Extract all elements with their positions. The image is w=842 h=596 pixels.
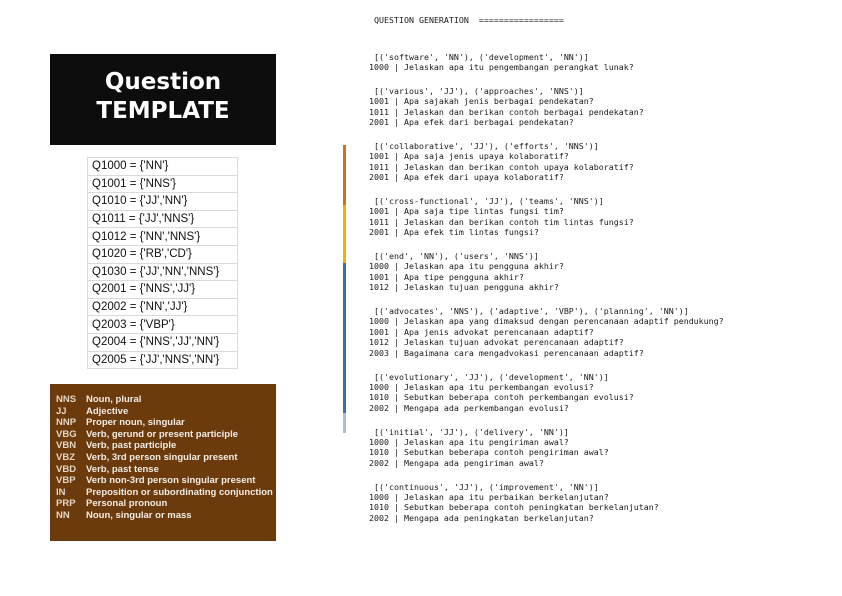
pos-code: NNS	[56, 394, 77, 405]
legend-row	[56, 392, 276, 404]
generated-question: 2003 | Bagaimana cara mengadvokasi perencanaan adaptif?	[369, 347, 644, 358]
keyword-pair-header: [('various', 'JJ'), ('approaches', 'NNS')]	[374, 86, 584, 96]
pos-code: VBP	[56, 475, 76, 487]
generated-question: 2002 | Mengapa ada perkembangan evolusi?	[369, 402, 569, 413]
generated-question: 2002 | Mengapa ada peningkatan berkelanjutan?	[369, 512, 594, 523]
generation-heading: QUESTION GENERATION =================	[374, 15, 564, 25]
pos-description: Preposition or subordinating conjunction	[86, 486, 273, 498]
accent-bar-blue	[343, 263, 346, 413]
pos-code: VBD	[56, 463, 77, 475]
template-row	[88, 210, 238, 228]
template-cell: Q2005 = {'JJ','NNS','NN'}	[88, 351, 238, 369]
template-cell: Q2001 = {'NNS','JJ'}	[88, 281, 238, 299]
pos-code: VBN	[56, 440, 77, 452]
generated-question: 1000 | Jelaskan apa yang dimaksud dengan perencanaan adaptif pendukung?	[369, 316, 724, 326]
keyword-pair-header: [('evolutionary', 'JJ'), ('development', 'NN')]	[374, 371, 609, 382]
generated-question: 1001 | Apa saja tipe lintas fungsi tim?	[369, 206, 564, 216]
template-row	[88, 316, 238, 334]
template-row	[88, 175, 238, 193]
template-row	[88, 245, 238, 263]
question-template-title	[50, 54, 276, 145]
accent-bar-yellow	[343, 205, 346, 263]
accent-bar-lightblue	[343, 413, 346, 433]
generation-block	[369, 52, 724, 73]
pos-description: Verb, past tense	[86, 463, 159, 475]
template-row	[88, 263, 238, 281]
generated-question: 1001 | Apa jenis advokat perencanaan adaptif?	[369, 326, 594, 337]
keyword-pair-header: [('collaborative', 'JJ'), ('efforts', 'NNS')]	[374, 141, 599, 151]
template-cell: Q1012 = {'NN','NNS'}	[88, 228, 238, 246]
pos-description: Noun, plural	[86, 394, 142, 405]
generated-question: 2001 | Apa efek dari upaya kolaboratif?	[369, 172, 564, 182]
pos-description: Personal pronoun	[86, 498, 168, 510]
title-line-2: TEMPLATE	[96, 98, 230, 124]
pos-tag-legend	[50, 384, 276, 541]
generation-block	[369, 372, 724, 414]
generated-question: 1011 | Jelaskan dan berikan contoh berbagai pendekatan?	[369, 106, 644, 117]
generated-question: 1010 | Sebutkan beberapa contoh perkembangan evolusi?	[369, 392, 634, 402]
generation-block	[369, 482, 724, 524]
legend-row	[56, 415, 276, 427]
template-cell: Q1030 = {'JJ','NN','NNS'}	[88, 263, 238, 281]
template-cell: Q1020 = {'RB','CD'}	[88, 245, 238, 263]
pos-description: Verb, past participle	[86, 440, 177, 452]
template-cell: Q2002 = {'NN','JJ'}	[88, 298, 238, 316]
pos-code: VBG	[56, 428, 77, 440]
generated-question: 1000 | Jelaskan apa itu pengembangan perangkat lunak?	[369, 62, 634, 72]
pos-description: Verb, 3rd person singular present	[86, 451, 238, 463]
legend-row	[56, 473, 276, 485]
generation-block	[369, 251, 724, 293]
template-row	[88, 158, 238, 176]
pos-description: Proper noun, singular	[86, 417, 185, 429]
template-row	[88, 193, 238, 211]
generated-question: 1011 | Jelaskan dan berikan contoh upaya kolaboratif?	[369, 161, 634, 172]
template-table	[87, 157, 238, 369]
legend-row	[56, 404, 276, 416]
generation-block	[369, 141, 724, 183]
generated-question: 1010 | Sebutkan beberapa contoh pengiriman awal?	[369, 447, 609, 457]
generated-question: 1001 | Apa tipe pengguna akhir?	[369, 271, 524, 282]
pos-description: Noun, singular or mass	[86, 509, 192, 521]
keyword-pair-header: [('cross-functional', 'JJ'), ('teams', 'NNS')]	[374, 196, 604, 206]
pos-code: NNP	[56, 417, 77, 429]
pos-code: JJ	[56, 405, 67, 417]
keyword-pair-header: [('software', 'NN'), ('development', 'NN')]	[374, 52, 589, 62]
generation-output	[369, 52, 724, 537]
legend-row	[56, 508, 276, 520]
generated-question: 1012 | Jelaskan tujuan pengguna akhir?	[369, 282, 559, 292]
generated-question: 1000 | Jelaskan apa itu perkembangan evolusi?	[369, 381, 594, 392]
generated-question: 1000 | Jelaskan apa itu perbaikan berkelanjutan?	[369, 491, 609, 502]
generated-question: 1012 | Jelaskan tujuan advokat perencanaan adaptif?	[369, 337, 624, 347]
generation-block	[369, 427, 724, 469]
template-row	[88, 298, 238, 316]
pos-code: VBZ	[56, 451, 75, 463]
template-row	[88, 333, 238, 351]
generated-question: 1001 | Apa saja jenis upaya kolaboratif?	[369, 151, 569, 161]
generated-question: 2001 | Apa efek tim lintas fungsi?	[369, 227, 539, 237]
legend-row	[56, 450, 276, 462]
template-row	[88, 281, 238, 299]
pos-code: NN	[56, 509, 70, 521]
legend-row	[56, 485, 276, 497]
pos-description: Verb, gerund or present participle	[86, 428, 239, 440]
template-cell: Q1001 = {'NNS'}	[88, 175, 238, 193]
accent-bar-orange	[343, 145, 346, 205]
legend-row	[56, 496, 276, 508]
keyword-pair-header: [('initial', 'JJ'), ('delivery', 'NN')]	[374, 426, 569, 437]
generated-question: 1001 | Apa sajakah jenis berbagai pendekatan?	[369, 96, 594, 106]
keyword-pair-header: [('end', 'NN'), ('users', 'NNS')]	[374, 251, 539, 261]
legend-row	[56, 438, 276, 450]
template-cell: Q1000 = {'NN'}	[88, 158, 238, 176]
template-cell: Q1011 = {'JJ','NNS'}	[88, 210, 238, 228]
generated-question: 2001 | Apa efek dari berbagai pendekatan?	[369, 117, 574, 127]
legend-row	[56, 462, 276, 474]
template-row	[88, 228, 238, 246]
generation-block	[369, 86, 724, 128]
generation-block	[369, 196, 724, 238]
legend-row	[56, 427, 276, 439]
generated-question: 1011 | Jelaskan dan berikan contoh tim lintas fungsi?	[369, 216, 634, 227]
generated-question: 1010 | Sebutkan beberapa contoh peningkatan berkelanjutan?	[369, 502, 659, 512]
template-cell: Q1010 = {'JJ','NN'}	[88, 193, 238, 211]
pos-description: Verb non-3rd person singular present	[86, 475, 256, 487]
pos-code: PRP	[56, 498, 76, 510]
keyword-pair-header: [('continuous', 'JJ'), ('improvement', 'NN')]	[374, 481, 599, 492]
pos-code: IN	[56, 486, 66, 498]
template-cell: Q2003 = {'VBP'}	[88, 316, 238, 334]
generated-question: 1000 | Jelaskan apa itu pengiriman awal?	[369, 436, 569, 447]
generated-question: 1000 | Jelaskan apa itu pengguna akhir?	[369, 261, 564, 271]
pos-description: Adjective	[86, 405, 129, 417]
template-row	[88, 351, 238, 369]
template-cell: Q2004 = {'NNS','JJ','NN'}	[88, 333, 238, 351]
generation-block	[369, 306, 724, 358]
keyword-pair-header: [('advocates', 'NNS'), ('adaptive', 'VBP'), ('planning', 'NN')]	[374, 306, 689, 316]
title-line-1: Question	[104, 69, 222, 95]
generated-question: 2002 | Mengapa ada pengiriman awal?	[369, 457, 544, 468]
